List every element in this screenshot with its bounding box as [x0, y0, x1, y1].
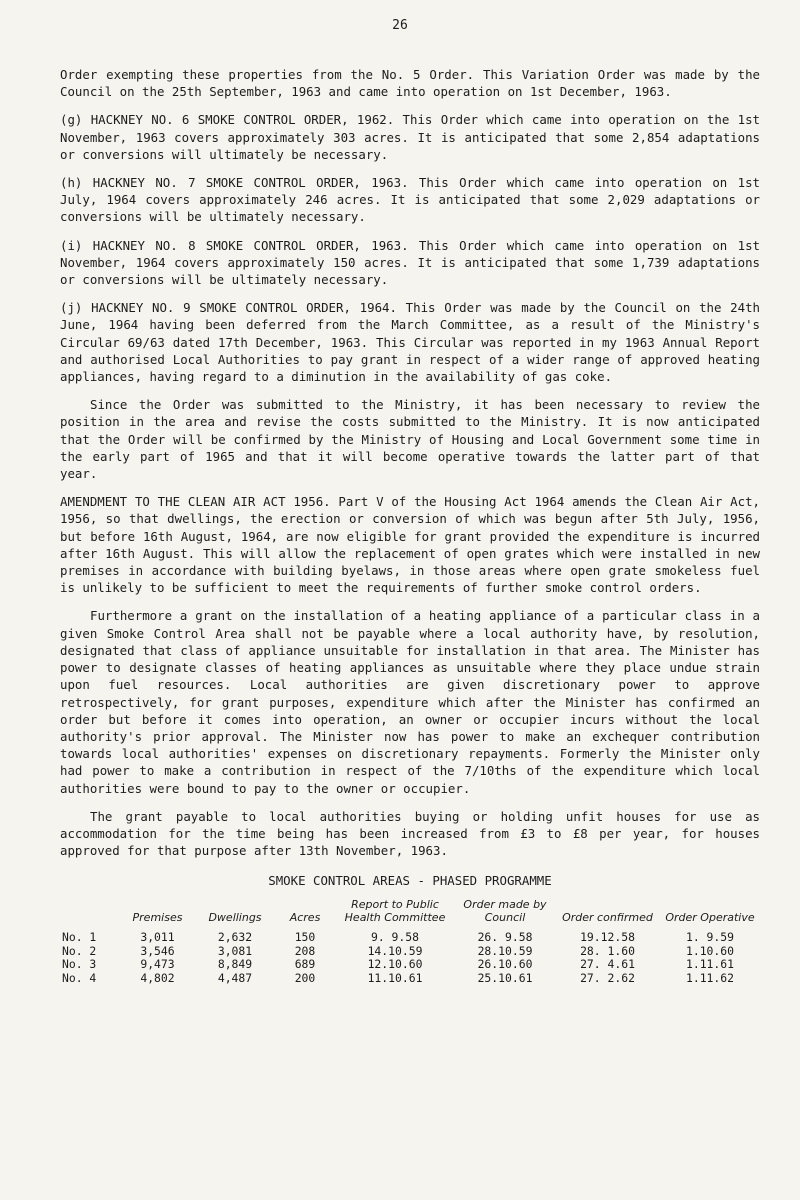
- column-header-acres: Acres: [289, 911, 321, 925]
- table-cell: 3,081: [217, 943, 253, 958]
- table-cell: No. 3: [62, 957, 97, 972]
- column-header-dwellings: Dwellings: [208, 911, 262, 925]
- table-cell: 27. 2.62: [580, 970, 635, 985]
- column-header-premises: Premises: [132, 911, 183, 925]
- column-header-report-committee: Report to Public Health Committee: [344, 898, 446, 925]
- table-cell: 11.10.61: [367, 970, 423, 985]
- table-cell: 208: [294, 943, 316, 958]
- document-body: [60, 66, 760, 985]
- paragraph-order-i: (i) HACKNEY NO. 8 SMOKE CONTROL ORDER, 1963. This Order which came into operation on 1st November, 1964 covers approximately 150 acres. It is anticipated that some 1,739 adaptations or conversions will be ultimately necessary.: [60, 237, 760, 288]
- table-cell: 3,546: [140, 943, 175, 958]
- table-cell: 1.10.60: [685, 943, 734, 958]
- table-cell: 689: [294, 957, 316, 972]
- table-cell: No. 4: [62, 970, 97, 985]
- table-cell: 1.11.61: [685, 957, 734, 972]
- table-cell: 4,487: [217, 970, 253, 985]
- table-row: [60, 945, 760, 959]
- table-cell: 26. 9.58: [477, 930, 533, 945]
- table-cell: 14.10.59: [367, 943, 423, 958]
- paragraph-amendment: AMENDMENT TO THE CLEAN AIR ACT 1956. Part V of the Housing Act 1964 amends the Clean Air Act, 1956, so that dwellings, the erection or conversion of which was begun after 5th July, 1956, but before 16th August, 1964, are now eligible for grant provided the expenditure is incurred after 16th August. This will allow the replacement of open grates which were installed in new premises in accordance with building byelaws, in those areas where open grate smokeless fuel is unlikely to be sufficient to meet the requirements of further smoke control orders.: [60, 494, 760, 596]
- page-number: 26: [392, 18, 408, 33]
- table-cell: 150: [294, 930, 316, 945]
- table-cell: 4,802: [140, 970, 175, 985]
- paragraph-grant-unfit-houses: The grant payable to local authorities buying or holding unfit houses for use as accommodation for the time being has been increased from £3 to £8 per year, for houses approved for that purpose after 13th November, 1963.: [60, 808, 760, 859]
- table-cell: 8,849: [217, 957, 253, 972]
- table-cell: 27. 4.61: [580, 957, 635, 972]
- table-cell: 3,011: [140, 930, 175, 945]
- table-cell: 25.10.61: [477, 970, 533, 985]
- table-cell: 19.12.58: [580, 930, 635, 945]
- table-row: [60, 931, 760, 945]
- table-cell: No. 2: [62, 943, 97, 958]
- table-title: SMOKE CONTROL AREAS - PHASED PROGRAMME: [268, 873, 552, 889]
- paragraph-order-g: (g) HACKNEY NO. 6 SMOKE CONTROL ORDER, 1962. This Order which came into operation on the 1st November, 1963 covers approximately 303 acres. It is anticipated that some 2,854 adaptations or conversions will ultimately be necessary.: [60, 112, 760, 162]
- table-cell: 12.10.60: [367, 957, 423, 972]
- column-header-area: [60, 898, 120, 931]
- table-cell: 9. 9.58: [370, 930, 419, 945]
- table-header-row: [60, 898, 760, 931]
- table-cell: 26.10.60: [477, 957, 533, 972]
- table-cell: 2,632: [217, 930, 253, 945]
- paragraph-grant-installation: Furthermore a grant on the installation of a heating appliance of a particular class in a given Smoke Control Area shall not be payable where a local authority have, by resolution, designated that class of appliance unsuitable for installation in that area. The Minister has power to designate classes of heating appliances as unsuitable where they place undue strain upon fuel resources. Local authorities are given discretionary power to approve retrospectively, for grant purposes, expenditure which after the Minister has confirmed an order but before it comes into operation, an owner or occupier incurs without the local authority's prior approval. The Minister now has power to make an exchequer contribution towards local authorities' expenses on discretionary repayments. Formerly the Minister only had power to make a contribution in respect of the 7/10ths of the expenditure which local authorities were bound to pay to the owner or occupier.: [60, 608, 760, 796]
- paragraph-review: Since the Order was submitted to the Ministry, it has been necessary to review the position in the area and revise the costs submitted to the Ministry. It is now anticipated that the Order will be confirmed by the Ministry of Housing and Local Government some time in the early part of 1965 and that it will become operative towards the latter part of that year.: [60, 397, 760, 482]
- column-header-order-operative: Order Operative: [665, 911, 755, 925]
- table-cell: 200: [294, 970, 316, 985]
- table-cell: 28. 1.60: [580, 943, 635, 958]
- table-cell: 9,473: [140, 957, 175, 972]
- table-cell: 1.11.62: [685, 970, 734, 985]
- phased-programme-table: [60, 898, 760, 985]
- table-row: [60, 972, 760, 986]
- table-row: [60, 958, 760, 972]
- column-header-order-made: Order made by Council: [463, 898, 547, 925]
- table-cell: No. 1: [62, 930, 97, 945]
- table-cell: 1. 9.59: [685, 930, 734, 945]
- paragraph-order-j: (j) HACKNEY NO. 9 SMOKE CONTROL ORDER, 1964. This Order was made by the Council on the 24th June, 1964 having been deferred from the March Committee, as a result of the Ministry's Circular 69/63 dated 17th December, 1963. This Circular was reported in my 1963 Annual Report and authorised Local Authorities to pay grant in respect of a wider range of approved heating appliances, having regard to a diminution in the availability of gas coke.: [60, 300, 760, 385]
- table-cell: 28.10.59: [477, 943, 533, 958]
- paragraph-order-h: (h) HACKNEY NO. 7 SMOKE CONTROL ORDER, 1963. This Order which came into operation on 1st July, 1964 covers approximately 246 acres. It is anticipated that some 2,029 adaptations or conversions will be ultimately necessary.: [60, 175, 760, 225]
- column-header-order-confirmed: Order confirmed: [562, 911, 653, 925]
- paragraph-continuation: Order exempting these properties from the No. 5 Order. This Variation Order was made by the Council on the 25th September, 1963 and came into operation on 1st December, 1963.: [60, 67, 760, 100]
